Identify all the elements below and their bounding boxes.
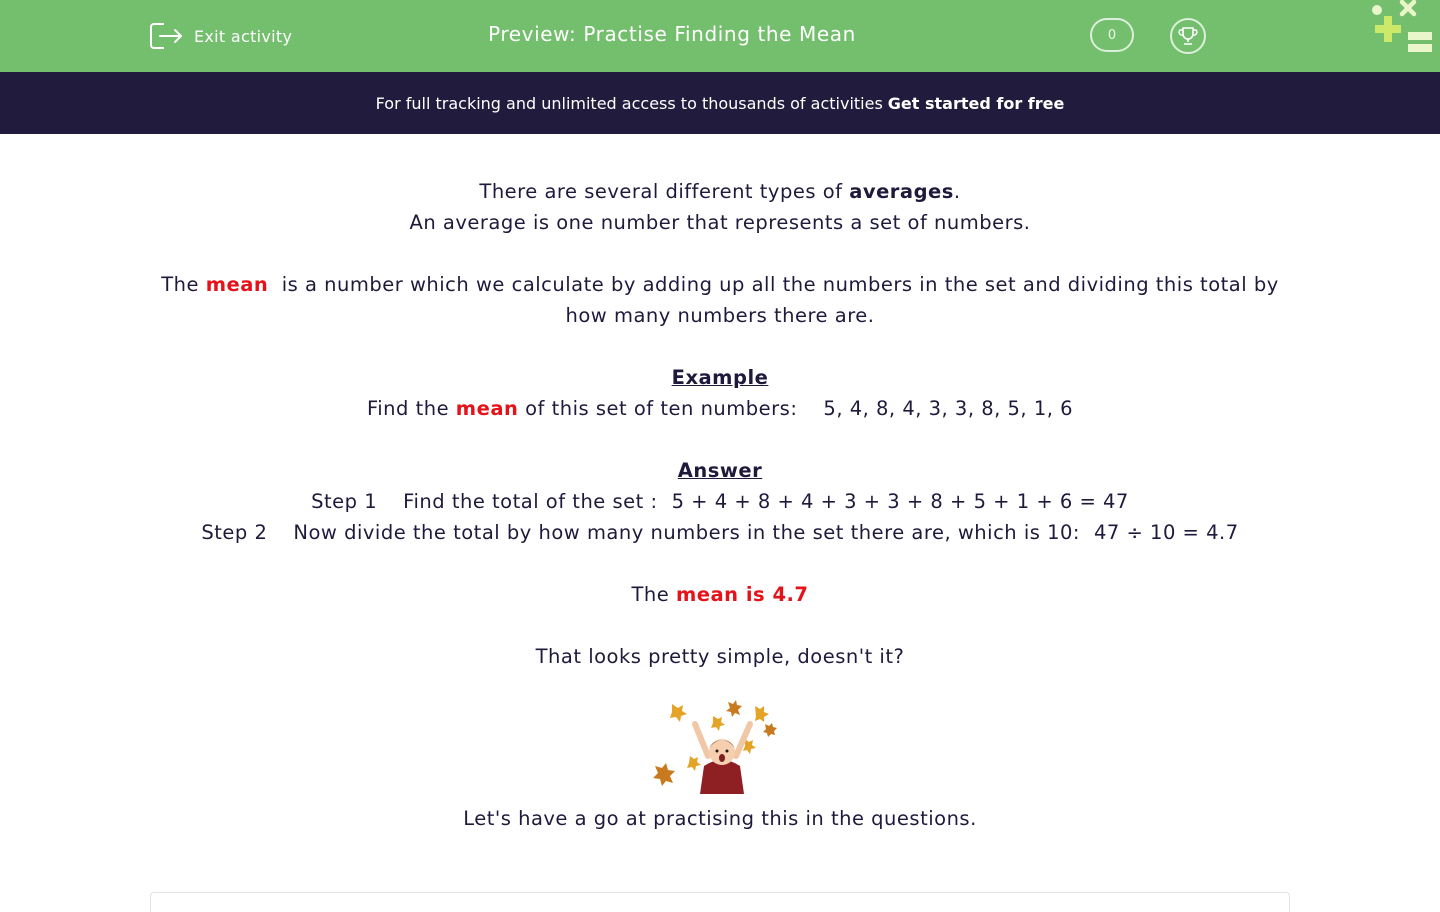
intro-text: There are several different types of [479,180,843,203]
mean-definition [150,269,1290,331]
intro-line-1 [150,176,1290,207]
step-2-calculation: 47 ÷ 10 = 4.7 [1094,521,1239,544]
example-numbers: 5, 4, 8, 4, 3, 3, 8, 5, 1, 6 [823,397,1074,420]
step-1-calculation: 5 + 4 + 8 + 4 + 3 + 3 + 8 + 5 + 1 + 6 = 47 [671,490,1129,513]
step-2 [150,517,1290,548]
result-prefix: The [631,583,670,606]
example-question [150,393,1290,424]
example-prefix: Find the [366,397,450,420]
get-started-link[interactable]: Get started for free [887,93,1065,113]
result-line [150,579,1290,610]
example-text: of this set of ten numbers: [525,397,798,420]
top-bar [0,0,1440,72]
averages-term: averages [849,180,954,203]
intro-line-2: An average is one number that represents a set of numbers. [409,211,1031,234]
mean-term: mean [205,273,269,296]
trophy-icon [1177,25,1199,47]
intro-period: . [953,180,961,203]
comment-line: That looks pretty simple, doesn't it? [535,645,905,668]
banner-text: For full tracking and unlimited access to thousands of activities [375,93,883,113]
answer-heading: Answer [677,459,763,482]
definition-prefix: The [161,273,200,296]
step-2-label: Step 2 [201,521,268,544]
example-heading: Example [671,366,769,389]
lesson-content [150,176,1290,834]
definition-text: is a number which we calculate by adding up all the numbers in the set and dividing this total by how many numbers there are. [281,273,1279,327]
example-mean-term: mean [455,397,519,420]
brand-logo [1366,0,1440,56]
step-1-label: Step 1 [311,490,378,513]
question-card [150,892,1290,912]
score-badge: 0 [1090,18,1134,52]
signup-banner [0,72,1440,134]
step-1 [150,486,1290,517]
child-with-leaves-illustration [650,694,790,794]
result-value: mean is 4.7 [675,583,809,606]
page-title: Preview: Practise Finding the Mean [488,22,856,46]
exit-activity-label: Exit activity [194,26,293,46]
trophy-button[interactable] [1170,18,1206,54]
step-1-text: Find the total of the set : [403,490,658,513]
closing-line: Let's have a go at practising this in the questions. [463,807,977,830]
step-2-text: Now divide the total by how many numbers in the set there are, which is 10: [293,521,1080,544]
